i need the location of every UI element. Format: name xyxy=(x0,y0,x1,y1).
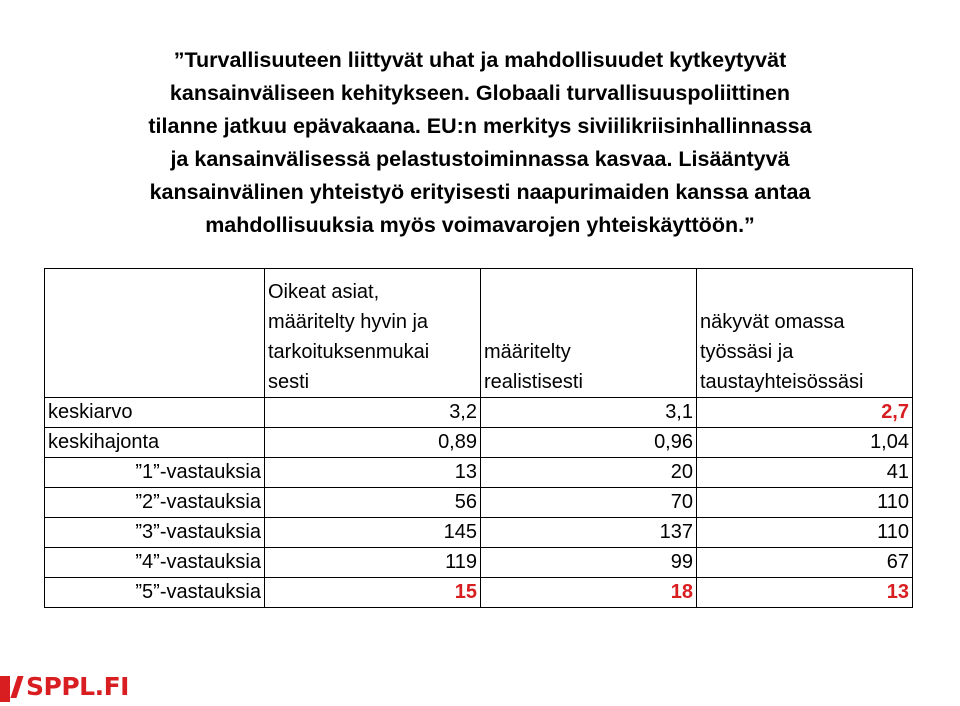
table-row xyxy=(45,428,913,458)
cell-value: 137 xyxy=(481,518,697,548)
row-label: ”3”-vastauksia xyxy=(45,518,265,548)
cell-value-highlight: 15 xyxy=(265,578,481,608)
footer-accent-bar xyxy=(0,676,10,702)
cell-value: 110 xyxy=(697,518,913,548)
logo-slash-icon xyxy=(10,676,23,698)
cell-value: 56 xyxy=(265,488,481,518)
cell-value: 67 xyxy=(697,548,913,578)
cell-value: 110 xyxy=(697,488,913,518)
row-label: ”2”-vastauksia xyxy=(45,488,265,518)
cell-value: 119 xyxy=(265,548,481,578)
row-label: keskihajonta xyxy=(45,428,265,458)
quote-line: ja kansainvälisessä pelastustoiminnassa kasvaa. Lisääntyvä xyxy=(170,147,790,171)
header-nakyvat: näkyvät omassa työssäsi ja taustayhteisössäsi xyxy=(697,269,913,398)
table-row xyxy=(45,548,913,578)
quote-text xyxy=(40,44,920,242)
quote-line: kansainväliseen kehitykseen. Globaali turvallisuuspoliittinen xyxy=(169,81,791,105)
quote-line: tilanne jatkuu epävakaana. EU:n merkitys siviilikriisinhallinnassa xyxy=(148,114,812,138)
table-row xyxy=(45,518,913,548)
row-label: ”5”-vastauksia xyxy=(45,578,265,608)
cell-value: 145 xyxy=(265,518,481,548)
cell-value: 0,96 xyxy=(481,428,697,458)
cell-value: 41 xyxy=(697,458,913,488)
row-label: keskiarvo xyxy=(45,398,265,428)
cell-value-highlight: 13 xyxy=(697,578,913,608)
quote-line: mahdollisuuksia myös voimavarojen yhteiskäyttöön.” xyxy=(205,213,755,237)
cell-value: 1,04 xyxy=(697,428,913,458)
table-row xyxy=(45,488,913,518)
sppl-logo: SPPL.FI xyxy=(14,672,129,701)
quote-line: ”Turvallisuuteen liittyvät uhat ja mahdollisuudet kytkeytyvät xyxy=(173,48,787,72)
table-row xyxy=(45,578,913,608)
cell-value: 13 xyxy=(265,458,481,488)
table-row xyxy=(45,458,913,488)
results-table xyxy=(44,268,913,608)
cell-value-highlight: 18 xyxy=(481,578,697,608)
table-row xyxy=(45,398,913,428)
cell-value: 3,1 xyxy=(481,398,697,428)
header-oikeat-asiat: Oikeat asiat, määritelty hyvin ja tarkoituksenmukai sesti xyxy=(265,269,481,398)
cell-value: 20 xyxy=(481,458,697,488)
cell-value: 0,89 xyxy=(265,428,481,458)
row-label: ”4”-vastauksia xyxy=(45,548,265,578)
cell-value-highlight: 2,7 xyxy=(697,398,913,428)
row-label: ”1”-vastauksia xyxy=(45,458,265,488)
quote-line: kansainvälinen yhteistyö erityisesti naapurimaiden kanssa antaa xyxy=(149,180,811,204)
cell-value: 70 xyxy=(481,488,697,518)
cell-value: 3,2 xyxy=(265,398,481,428)
cell-value: 99 xyxy=(481,548,697,578)
header-maaritelty-realistisesti: määritelty realistisesti xyxy=(481,269,697,398)
table-header-row xyxy=(45,269,913,398)
header-empty-cell xyxy=(45,269,265,398)
